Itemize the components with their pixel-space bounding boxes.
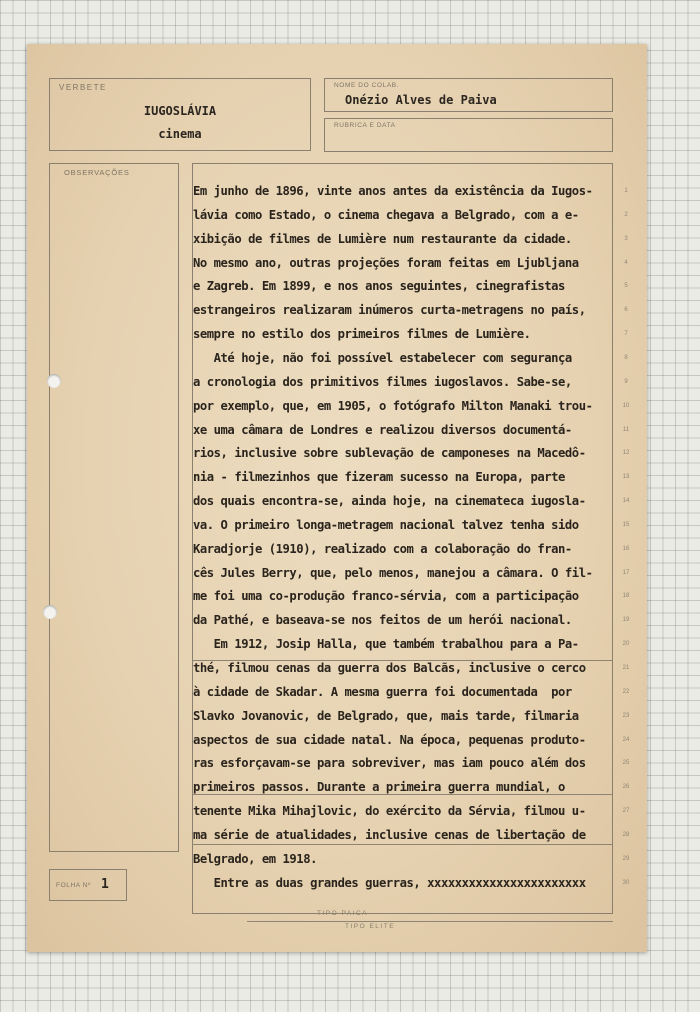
author-label: NOME DO COLAB. xyxy=(334,82,400,89)
observations-column xyxy=(49,163,179,852)
typed-line: Belgrado, em 1918. xyxy=(193,851,317,866)
line-number: 8 xyxy=(624,354,628,361)
typed-line: e Zagreb. Em 1899, e nos anos seguintes, cinegrafistas xyxy=(193,279,565,294)
tipo-elite-label: TIPO ELITE xyxy=(345,923,396,930)
observations-label: OBSERVAÇÕES xyxy=(64,168,130,177)
typed-line: nia - filmezinhos que fizeram sucesso na Europa, parte xyxy=(193,470,565,485)
subject-title: IUGOSLÁVIA xyxy=(143,104,217,118)
line-number: 20 xyxy=(622,641,630,648)
line-number: 19 xyxy=(622,617,630,624)
typed-line: ras esforçavam-se para sobreviver, mas iam pouco além dos xyxy=(193,756,586,771)
typed-line: thé, filmou cenas da guerra dos Balcãs, inclusive o cerco xyxy=(193,661,586,675)
typed-line: No mesmo ano, outras projeções foram feitas em Ljubljana xyxy=(193,255,579,270)
typed-line: aspectos de sua cidade natal. Na época, pequenas produto- xyxy=(193,732,586,747)
typed-line: Entre as duas grandes guerras, xxxxxxxxxxxxxxxxxxxxxxx xyxy=(193,875,586,890)
typed-line: sempre no estilo dos primeiros filmes de Lumière. xyxy=(193,327,531,342)
typed-line: xibição de filmes de Lumière num restaurante da cidade. xyxy=(193,231,572,246)
typed-line: xe uma câmara de Londres e realizou diversos documentá- xyxy=(193,422,572,437)
signature-box xyxy=(324,118,613,152)
line-number: 15 xyxy=(622,521,630,528)
line-number: 21 xyxy=(622,665,630,671)
page-number-box xyxy=(49,869,127,901)
line-number: 4 xyxy=(624,259,628,266)
line-number: 30 xyxy=(622,879,630,886)
line-number: 2 xyxy=(624,211,628,218)
line-number: 1 xyxy=(624,188,628,194)
typed-line: a cronologia dos primitivos filmes iugoslavos. Sabe-se, xyxy=(193,374,572,389)
line-number: 26 xyxy=(622,784,630,791)
tipo-paica-label: TIPO PAICA xyxy=(317,910,368,917)
typed-line: estrangeiros realizaram inúmeros curta-metragens no país, xyxy=(193,303,586,318)
line-number: 29 xyxy=(622,855,630,862)
typed-line: Karadjorje (1910), realizado com a colaboração do fran- xyxy=(193,541,572,556)
typed-line: Slavko Jovanovic, de Belgrado, que, mais tarde, filmaria xyxy=(193,708,579,723)
typed-line: Em junho de 1896, vinte anos antes da existência da Iugos- xyxy=(193,184,593,198)
typed-line: va. O primeiro longa-metragem nacional talvez tenha sido xyxy=(193,517,579,532)
line-number: 28 xyxy=(622,831,630,838)
line-number: 11 xyxy=(622,426,630,433)
footer-rule xyxy=(247,921,613,922)
line-number: 13 xyxy=(622,474,630,481)
typed-line: dos quais encontra-se, ainda hoje, na cinemateca iugosla- xyxy=(193,494,586,509)
line-number: 7 xyxy=(624,331,628,338)
line-number: 5 xyxy=(624,283,628,290)
subject-category: cinema xyxy=(158,127,202,141)
line-number: 23 xyxy=(622,712,630,719)
line-number: 10 xyxy=(622,402,630,409)
typed-line: à cidade de Skadar. A mesma guerra foi documentada por xyxy=(193,684,572,699)
typed-line: por exemplo, que, em 1905, o fotógrafo Milton Manaki trou- xyxy=(193,398,593,413)
verbete-label: VERBETE xyxy=(59,83,107,92)
line-number: 27 xyxy=(622,808,630,815)
signature-label: RUBRICA E DATA xyxy=(334,122,396,129)
verbete-box xyxy=(49,78,311,151)
typed-line: da Pathé, e baseava-se nos feitos de um herói nacional. xyxy=(193,613,572,628)
typed-line: lávia como Estado, o cinema chegava a Belgrado, com a e- xyxy=(193,207,579,222)
page-number: 1 xyxy=(101,877,109,892)
line-number: 22 xyxy=(622,688,630,695)
typed-line: primeiros passos. Durante a primeira guerra mundial, o xyxy=(193,780,565,795)
line-number: 14 xyxy=(622,498,630,505)
typed-line: tenente Mika Mihajlovic, do exército da Sérvia, filmou u- xyxy=(193,804,586,819)
line-number: 24 xyxy=(622,736,630,743)
typed-line: me foi uma co-produção franco-sérvia, com a participação xyxy=(193,589,579,604)
typed-line: ma série de atualidades, inclusive cenas de libertação de xyxy=(193,827,586,842)
line-number: 12 xyxy=(622,450,630,457)
line-number: 18 xyxy=(622,593,630,600)
punch-hole-top xyxy=(47,374,61,388)
line-number: 6 xyxy=(624,307,628,314)
page-number-label: FOLHA Nº xyxy=(56,882,91,889)
line-number: 9 xyxy=(624,378,628,385)
author-box xyxy=(324,78,613,112)
line-number: 3 xyxy=(624,235,628,242)
typed-line: Até hoje, não foi possível estabelecer com segurança xyxy=(193,350,572,365)
line-number: 16 xyxy=(622,545,630,552)
typed-line: Em 1912, Josip Halla, que também trabalhou para a Pa- xyxy=(193,637,579,652)
author-name: Onézio Alves de Paiva xyxy=(345,93,497,107)
typed-line: rios, inclusive sobre sublevação de camponeses na Macedô- xyxy=(193,446,586,461)
line-number: 25 xyxy=(622,760,630,767)
punch-hole-bottom xyxy=(43,605,57,619)
typed-line: cês Jules Berry, que, pelo menos, manejou a câmara. O fil- xyxy=(193,565,593,580)
line-number: 17 xyxy=(622,569,630,576)
